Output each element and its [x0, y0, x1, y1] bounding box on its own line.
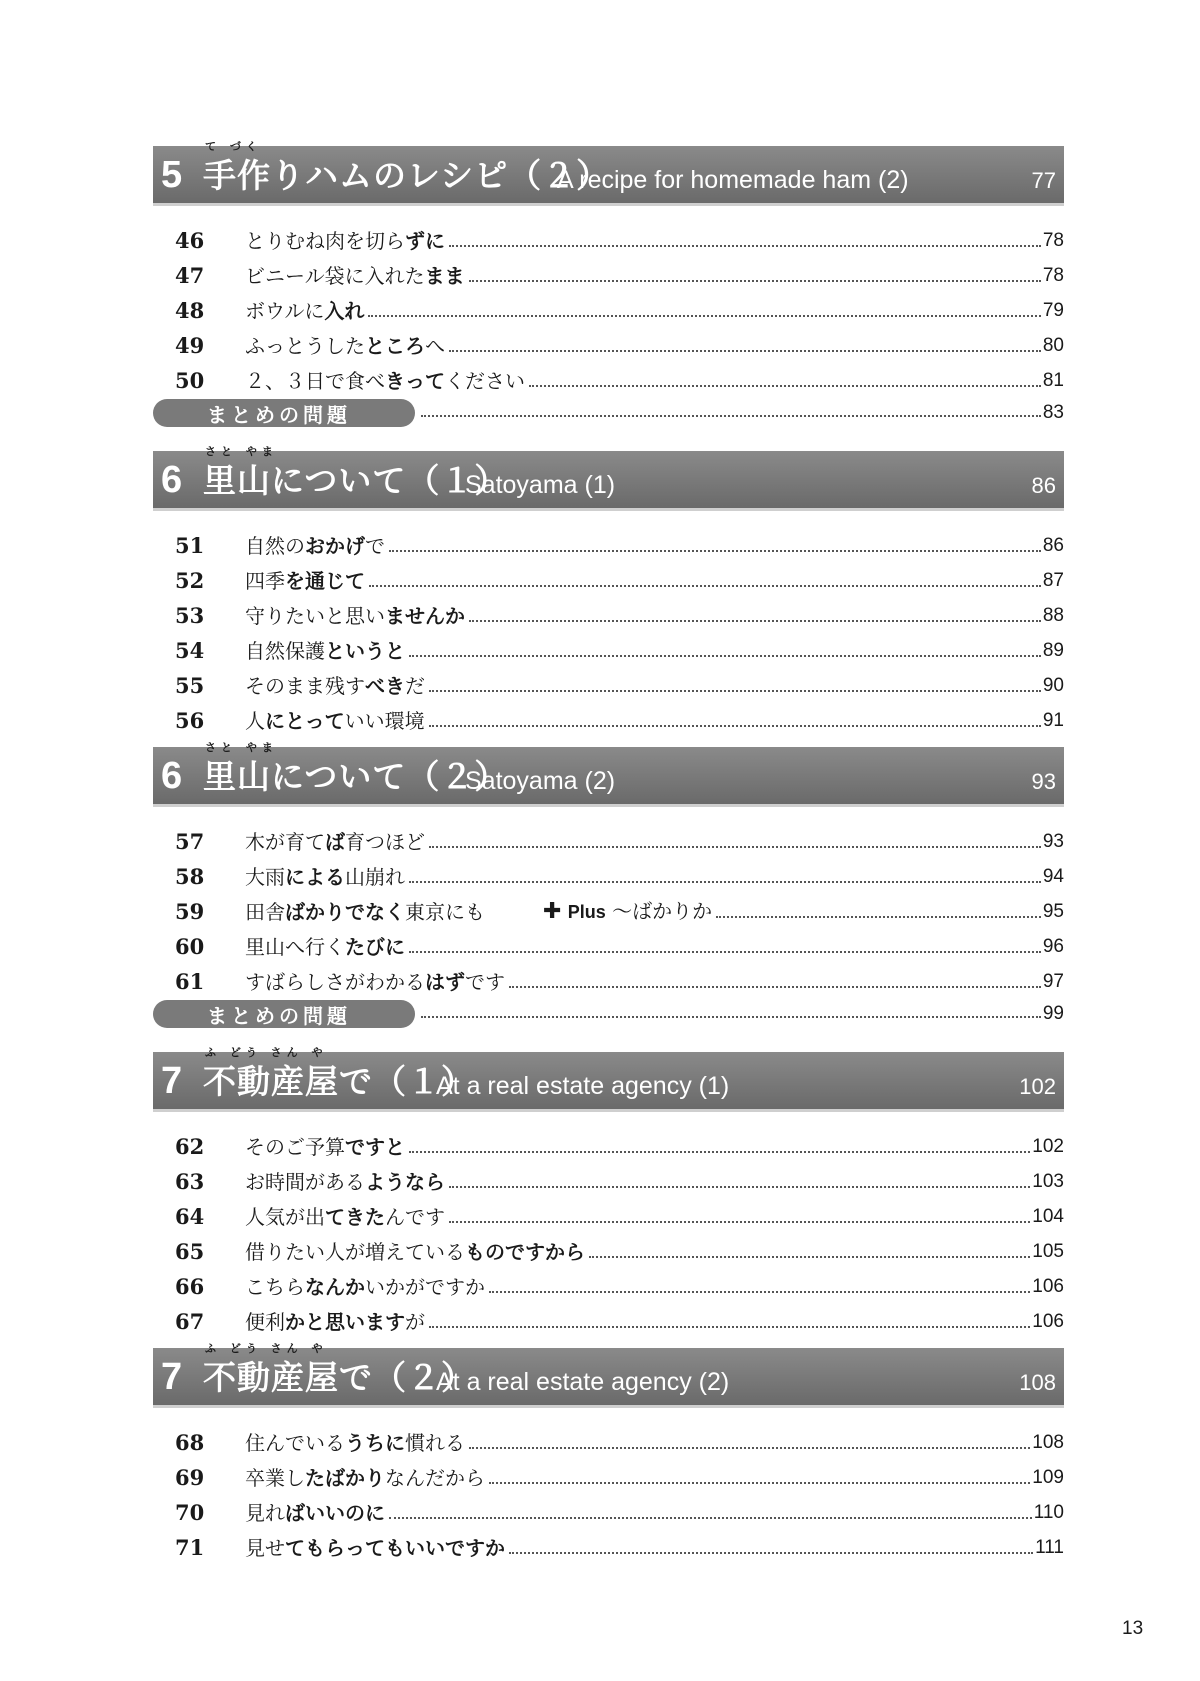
toc-entry[interactable]: [153, 1420, 1064, 1455]
dot-leader: [429, 1326, 1030, 1328]
entry-page: 80: [1042, 335, 1064, 356]
toc-entry[interactable]: [153, 959, 1064, 994]
entry-page: 78: [1042, 230, 1064, 251]
entry-number: 71: [175, 1535, 205, 1560]
plus-icon: ✚: [543, 899, 562, 924]
entry-title: [235, 534, 385, 558]
toc-entry[interactable]: [153, 288, 1064, 323]
entry-number: 65: [175, 1239, 205, 1264]
entry-title-pre: 木が育て: [245, 830, 325, 854]
toc-entry[interactable]: [153, 218, 1064, 253]
section-title-ruby: て づく: [205, 140, 262, 153]
entry-title-post: 慣れる: [405, 1431, 465, 1455]
entry-title-pre: 守りたいと思い: [245, 604, 385, 628]
entry-title: [235, 1240, 585, 1264]
dot-leader: [389, 550, 1041, 552]
review-entry[interactable]: [153, 996, 1064, 1032]
entry-title: [235, 674, 425, 698]
entry-title: [235, 1501, 385, 1525]
entry-title-grammar: ずに: [405, 229, 445, 253]
entry-title-grammar: たびに: [345, 935, 405, 959]
plus-text: ～ばかりか: [612, 899, 713, 923]
entry-title: [235, 604, 465, 628]
entry-page: 79: [1042, 300, 1064, 321]
dot-leader: [368, 315, 1040, 317]
review-page: 83: [1042, 402, 1064, 423]
entry-page: 86: [1042, 535, 1064, 556]
entry-number: 58: [175, 864, 205, 889]
section-title-ruby: さと やま: [205, 741, 278, 754]
toc-entry[interactable]: [153, 358, 1064, 393]
section-header: [153, 741, 1064, 807]
plus-label: Plus: [567, 902, 606, 922]
toc-entry[interactable]: [153, 1229, 1064, 1264]
dot-leader: [429, 690, 1041, 692]
entry-page: 105: [1032, 1241, 1064, 1262]
toc-entry[interactable]: [153, 253, 1064, 288]
entry-title-grammar: ようなら: [365, 1170, 445, 1194]
review-page: 99: [1042, 1003, 1064, 1024]
dot-leader: [509, 1552, 1033, 1554]
entry-title-post: なんだから: [385, 1466, 485, 1490]
entry-page: 87: [1042, 570, 1064, 591]
entry-title-grammar: かと思います: [285, 1310, 405, 1334]
dot-leader: [589, 1256, 1030, 1258]
entry-title-pre: 住んでいる: [245, 1431, 345, 1455]
entry-title-pre: そのまま残す: [245, 674, 365, 698]
section-title-en: A recipe for homemade ham (2): [557, 166, 909, 194]
entry-title-grammar: おかげ: [305, 534, 365, 558]
entry-number: 48: [175, 298, 205, 323]
section-title-jp: 手作りハムのレシピ（２）: [203, 156, 611, 195]
entry-number: 70: [175, 1500, 205, 1525]
entry-title-post: 山崩れ: [345, 865, 405, 889]
entry-number: 46: [175, 228, 205, 253]
entry-title-pre: ふっとうした: [245, 334, 365, 358]
entry-title-grammar: ばいいのに: [285, 1501, 385, 1525]
entry-number: 67: [175, 1309, 205, 1334]
entry-number: 52: [175, 568, 205, 593]
toc-entry[interactable]: [153, 1525, 1064, 1560]
entry-number: 64: [175, 1204, 205, 1229]
entry-page: 108: [1032, 1432, 1064, 1453]
dot-leader: [469, 280, 1041, 282]
entry-title-grammar: ものですから: [465, 1240, 585, 1264]
entry-number: 56: [175, 708, 205, 733]
dot-leader: [429, 846, 1041, 848]
entry-title-grammar: による: [285, 865, 345, 889]
toc-entry[interactable]: [153, 1124, 1064, 1159]
dot-leader: [409, 951, 1041, 953]
entry-title-grammar: たばかり: [305, 1466, 385, 1490]
entry-title-grammar: ませんか: [385, 604, 465, 628]
entry-title-pre: とりむね肉を切ら: [245, 229, 405, 253]
entry-title-grammar: べき: [365, 674, 405, 698]
entry-title: [235, 334, 445, 358]
toc-entry[interactable]: [153, 1264, 1064, 1299]
entry-title-grammar: はず: [425, 970, 465, 994]
entry-title-pre: ビニール袋に入れた: [245, 264, 425, 288]
section-header: [153, 140, 1064, 206]
entry-number: 47: [175, 263, 205, 288]
entry-title: [235, 970, 505, 994]
section-title-en: Satoyama (2): [465, 767, 616, 795]
entry-title-post: ください: [445, 369, 525, 393]
entry-page: 96: [1042, 936, 1064, 957]
review-badge: まとめの問題: [153, 1000, 415, 1028]
table-of-contents: [153, 140, 1064, 1560]
entry-title-pre: こちら: [245, 1275, 305, 1299]
dot-leader: [469, 1447, 1030, 1449]
page-number: 13: [1122, 1618, 1144, 1639]
entry-number: 69: [175, 1465, 205, 1490]
entry-number: 66: [175, 1274, 205, 1299]
entry-title-post: で: [365, 534, 385, 558]
entry-title: [235, 935, 405, 959]
entry-title-pre: 自然保護: [245, 639, 325, 663]
dot-leader: [449, 245, 1041, 247]
entry-title-grammar: てきた: [325, 1205, 385, 1229]
review-entry[interactable]: [153, 395, 1064, 431]
entry-page: 94: [1042, 866, 1064, 887]
entry-title: [235, 1466, 485, 1490]
section-number: 7: [161, 1060, 183, 1102]
dot-leader: [409, 655, 1041, 657]
dot-leader: [509, 986, 1041, 988]
section-number: 6: [161, 459, 183, 501]
entry-title-grammar: きって: [385, 369, 445, 393]
toc-entry[interactable]: [153, 889, 1064, 924]
toc-entry[interactable]: [153, 523, 1064, 558]
review-badge: まとめの問題: [153, 399, 415, 427]
section-title-jp: 里山について（２）: [203, 757, 509, 796]
entry-title-pre: ２、３日で食べ: [245, 369, 385, 393]
section-title-wrap: [203, 445, 509, 502]
section-gap: [153, 437, 1064, 451]
entry-title: [235, 369, 525, 393]
entry-title: [235, 1135, 405, 1159]
entry-title-post: へ: [425, 334, 445, 358]
entry-title-pre: 田舎: [245, 900, 285, 924]
section-header: [153, 1046, 1064, 1112]
dot-leader: [429, 725, 1041, 727]
entry-number: 49: [175, 333, 205, 358]
dot-leader: [529, 385, 1041, 387]
entry-title: [235, 1205, 445, 1229]
entry-title-grammar: ばかりでなく: [285, 900, 405, 924]
section-number: 5: [161, 154, 183, 196]
entry-title: [235, 1310, 425, 1334]
section-page: 86: [1031, 473, 1056, 498]
entry-page: 106: [1032, 1311, 1064, 1332]
toc-entry[interactable]: [153, 323, 1064, 358]
entry-title-pre: 大雨: [245, 865, 285, 889]
entry-number: 62: [175, 1134, 205, 1159]
toc-entry[interactable]: [153, 1299, 1064, 1334]
section-page: 102: [1019, 1074, 1056, 1099]
dot-leader: [489, 1291, 1030, 1293]
toc-entry[interactable]: [153, 819, 1064, 854]
entry-title-post: いい環境: [344, 709, 425, 733]
entry-number: 68: [175, 1430, 205, 1455]
entry-number: 57: [175, 829, 205, 854]
entry-title-post: 東京にも: [405, 900, 485, 924]
plus-note: [485, 899, 712, 924]
entry-page: 111: [1035, 1537, 1064, 1558]
dot-leader: [421, 415, 1041, 417]
toc-entry[interactable]: [153, 1159, 1064, 1194]
section-title-en: At a real estate agency (2): [436, 1368, 730, 1396]
entry-title-pre: 四季: [245, 569, 285, 593]
entry-page: 91: [1042, 710, 1064, 731]
entry-title-post: んです: [385, 1205, 445, 1229]
section-page: 108: [1019, 1370, 1056, 1395]
toc-entry[interactable]: [153, 1455, 1064, 1490]
section-gap: [153, 733, 1064, 747]
entry-page: 104: [1032, 1206, 1064, 1227]
entry-title: [235, 1431, 465, 1455]
entry-title-pre: 見せ: [245, 1536, 285, 1560]
entry-title-pre: 見れ: [245, 1501, 285, 1525]
entry-title: [235, 229, 445, 253]
dot-leader: [449, 1221, 1030, 1223]
section-title-jp: 里山について（１）: [203, 461, 509, 500]
section-title-ruby: さと やま: [205, 445, 278, 458]
entry-title-grammar: ですと: [345, 1135, 405, 1159]
section-page: 93: [1031, 769, 1056, 794]
section-title-en: Satoyama (1): [465, 471, 616, 499]
entry-page: 89: [1042, 640, 1064, 661]
entry-number: 63: [175, 1169, 205, 1194]
entry-page: 78: [1042, 265, 1064, 286]
entry-title-grammar: まま: [424, 264, 465, 288]
dot-leader: [389, 1517, 1032, 1519]
dot-leader: [409, 881, 1041, 883]
section-title-jp: 不動産屋で（２）: [203, 1358, 475, 1397]
entry-title-pre: 人: [245, 709, 265, 733]
entry-title-grammar: にとって: [265, 709, 345, 733]
dot-leader: [489, 1482, 1030, 1484]
section-title-en: At a real estate agency (1): [436, 1072, 730, 1100]
entry-title-post: が: [405, 1310, 425, 1334]
toc-entry[interactable]: [153, 698, 1064, 733]
entry-title-grammar: ところ: [365, 334, 425, 358]
entry-number: 61: [175, 969, 205, 994]
entry-title-grammar: うちに: [345, 1431, 405, 1455]
section-title-jp: 不動産屋で（１）: [203, 1062, 475, 1101]
entry-title-pre: 借りたい人が増えている: [245, 1240, 465, 1264]
section-page: 77: [1031, 168, 1056, 193]
toc-entry[interactable]: [153, 924, 1064, 959]
section-title-wrap: [203, 1342, 475, 1399]
entry-list: [153, 1408, 1064, 1560]
entry-title-post: 育つほど: [345, 830, 425, 854]
section-header: [153, 1342, 1064, 1408]
entry-page: 93: [1042, 831, 1064, 852]
entry-title-pre: そのご予算: [245, 1135, 345, 1159]
entry-title-pre: ボウルに: [245, 299, 325, 323]
entry-title-pre: お時間がある: [245, 1170, 365, 1194]
toc-entry[interactable]: [153, 663, 1064, 698]
toc-entry[interactable]: [153, 593, 1064, 628]
entry-page: 110: [1033, 1502, 1064, 1523]
section-header: [153, 445, 1064, 511]
toc-entry[interactable]: [153, 558, 1064, 593]
section-title-wrap: [203, 741, 509, 798]
entry-title-grammar: てもらってもいいですか: [285, 1536, 505, 1560]
entry-page: 106: [1032, 1276, 1064, 1297]
toc-entry[interactable]: [153, 628, 1064, 663]
entry-page: 95: [1042, 901, 1064, 922]
entry-title-pre: 自然の: [245, 534, 305, 558]
entry-title-post: です: [465, 970, 505, 994]
entry-title-grammar: 入れ: [324, 299, 365, 323]
entry-title: [235, 1536, 505, 1560]
entry-page: 90: [1042, 675, 1064, 696]
dot-leader: [449, 1186, 1030, 1188]
section-title-wrap: [203, 140, 611, 197]
entry-list: [153, 807, 1064, 994]
dot-leader: [469, 620, 1041, 622]
section-title-ruby: ふ どう さん や: [205, 1046, 328, 1059]
dot-leader: [716, 916, 1041, 918]
entry-title-grammar: というと: [325, 639, 405, 663]
entry-page: 97: [1042, 971, 1064, 992]
toc-entry[interactable]: [153, 1194, 1064, 1229]
entry-title-grammar: ば: [325, 830, 345, 854]
entry-title-grammar: を通じて: [285, 569, 365, 593]
entry-title-pre: 里山へ行く: [245, 935, 345, 959]
dot-leader: [409, 1151, 1030, 1153]
dot-leader: [369, 585, 1041, 587]
entry-page: 81: [1042, 370, 1064, 391]
entry-number: 54: [175, 638, 205, 663]
section-title-wrap: [203, 1046, 475, 1103]
entry-number: 59: [175, 899, 205, 924]
section-number: 6: [161, 755, 183, 797]
entry-number: 60: [175, 934, 205, 959]
entry-title: [235, 830, 425, 854]
entry-title: [235, 1275, 485, 1299]
entry-list: [153, 206, 1064, 393]
entry-number: 55: [175, 673, 205, 698]
entry-title-grammar: なんか: [305, 1275, 365, 1299]
section-title-ruby: ふ どう さん や: [205, 1342, 328, 1355]
entry-title: [235, 639, 405, 663]
entry-title-post: だ: [405, 674, 425, 698]
entry-list: [153, 1112, 1064, 1334]
entry-number: 50: [175, 368, 205, 393]
entry-title: [235, 900, 485, 924]
entry-title-post: いかがですか: [365, 1275, 485, 1299]
entry-title: [235, 264, 465, 288]
entry-title: [235, 569, 365, 593]
entry-page: 88: [1042, 605, 1064, 626]
entry-number: 51: [175, 533, 205, 558]
entry-title-pre: 便利: [245, 1310, 285, 1334]
dot-leader: [421, 1016, 1041, 1018]
entry-title: [235, 299, 364, 323]
entry-list: [153, 511, 1064, 733]
entry-page: 102: [1032, 1136, 1064, 1157]
section-number: 7: [161, 1356, 183, 1398]
entry-title-pre: 卒業し: [245, 1466, 305, 1490]
entry-page: 109: [1032, 1467, 1064, 1488]
toc-entry[interactable]: [153, 854, 1064, 889]
dot-leader: [449, 350, 1041, 352]
toc-entry[interactable]: [153, 1490, 1064, 1525]
entry-number: 53: [175, 603, 205, 628]
entry-title: [235, 709, 425, 733]
entry-title-pre: すばらしさがわかる: [245, 970, 425, 994]
entry-title: [235, 1170, 445, 1194]
entry-title-pre: 人気が出: [245, 1205, 325, 1229]
entry-title: [235, 865, 405, 889]
entry-page: 103: [1032, 1171, 1064, 1192]
